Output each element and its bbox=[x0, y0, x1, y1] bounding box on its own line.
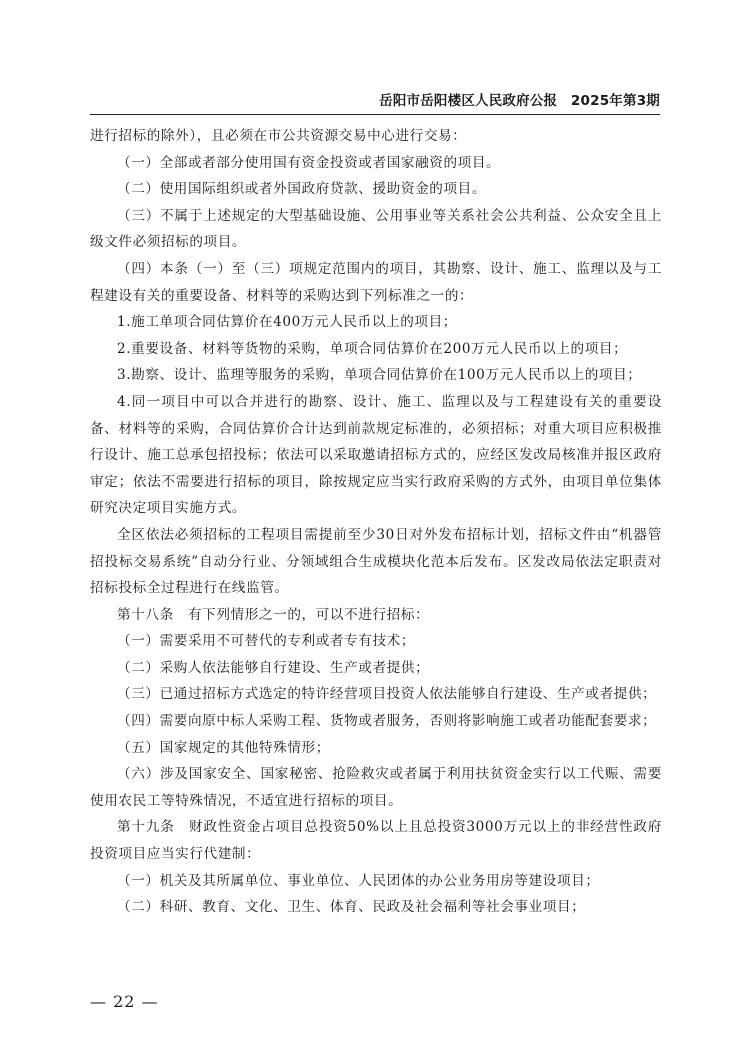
paragraph: （六）涉及国家安全、国家秘密、抢险救灾或者属于利用扶贫资金实行以工代赈、需要使用农民工等特殊情况，不适宜进行招标的项目。 bbox=[90, 766, 662, 809]
paragraph: （一）全部或者部分使用国有资金投资或者国家融资的项目。 bbox=[117, 154, 501, 171]
page-header bbox=[90, 88, 660, 115]
paragraph: 第十九条 财政性资金占项目总投资50%以上且总投资3000万元以上的非经营性政府投资项目应当实行代建制： bbox=[90, 819, 662, 863]
paragraph: 3.勘察、设计、监理等服务的采购，单项合同估算价在100万元人民币以上的项目； bbox=[117, 367, 642, 384]
paragraph: 4.同一项目中可以合并进行的勘察、设计、施工、监理以及与工程建设有关的重要设备、材料等的采购，合同估算价合计达到前款规定标准的，必须招标；对重大项目应积极推行设计、施工总承包招投标；依法可以采取邀请招标方式的，应经区发改局核准并报区政府审定；依法不需要进行招标的项目，除按规定应当实行政府采购的方式外，由项目单位集体研究决定项目实施方式。 bbox=[90, 393, 662, 517]
paragraph: （二）科研、教育、文化、卫生、体育、民政及社会福利等社会事业项目； bbox=[117, 899, 586, 916]
paragraph: 全区依法必须招标的工程项目需提前至少30日对外发布招标计划，招标文件由“机器管招投标交易系统”自动分行业、分领域组合生成模块化范本后发布。区发改局依法定职责对招标投标全过程进行在线监管。 bbox=[90, 526, 662, 597]
paragraph: 2.重要设备、材料等货物的采购，单项合同估算价在200万元人民币以上的项目； bbox=[117, 340, 628, 357]
page-number: — 22 — bbox=[90, 992, 159, 1011]
paragraph: 进行招标的除外），且必须在市公共资源交易中心进行交易： bbox=[90, 128, 467, 144]
paragraph: （三）不属于上述规定的大型基础设施、公用事业等关系社会公共利益、公众安全且上级文件必须招标的项目。 bbox=[90, 207, 662, 251]
paragraph: （二）采购人依法能够自行建设、生产或者提供； bbox=[117, 659, 430, 676]
paragraph: （五）国家规定的其他特殊情形； bbox=[117, 739, 330, 756]
paragraph: 1.施工单项合同估算价在400万元人民币以上的项目； bbox=[117, 314, 457, 331]
paragraph: （三）已通过招标方式选定的特许经营项目投资人依法能够自行建设、生产或者提供； bbox=[117, 686, 657, 703]
document-body bbox=[90, 123, 662, 921]
paragraph: （四）本条（一）至（三）项规定范围内的项目，其勘察、设计、施工、监理以及与工程建设有关的重要设备、材料等的采购达到下列标准之一的： bbox=[90, 260, 662, 304]
bulletin-title: 岳阳市岳阳楼区人民政府公报 2025年第3期 bbox=[379, 93, 660, 109]
paragraph: （一）机关及其所属单位、事业单位、人民团体的办公业务用房等建设项目； bbox=[117, 872, 600, 889]
paragraph: （一）需要采用不可替代的专利或者专有技术； bbox=[117, 633, 416, 650]
paragraph: （二）使用国际组织或者外国政府贷款、援助资金的项目。 bbox=[117, 181, 487, 198]
paragraph: （四）需要向原中标人采购工程、货物或者服务，否则将影响施工或者功能配套要求； bbox=[117, 713, 657, 730]
paragraph: 第十八条 有下列情形之一的，可以不进行招标： bbox=[117, 606, 430, 623]
